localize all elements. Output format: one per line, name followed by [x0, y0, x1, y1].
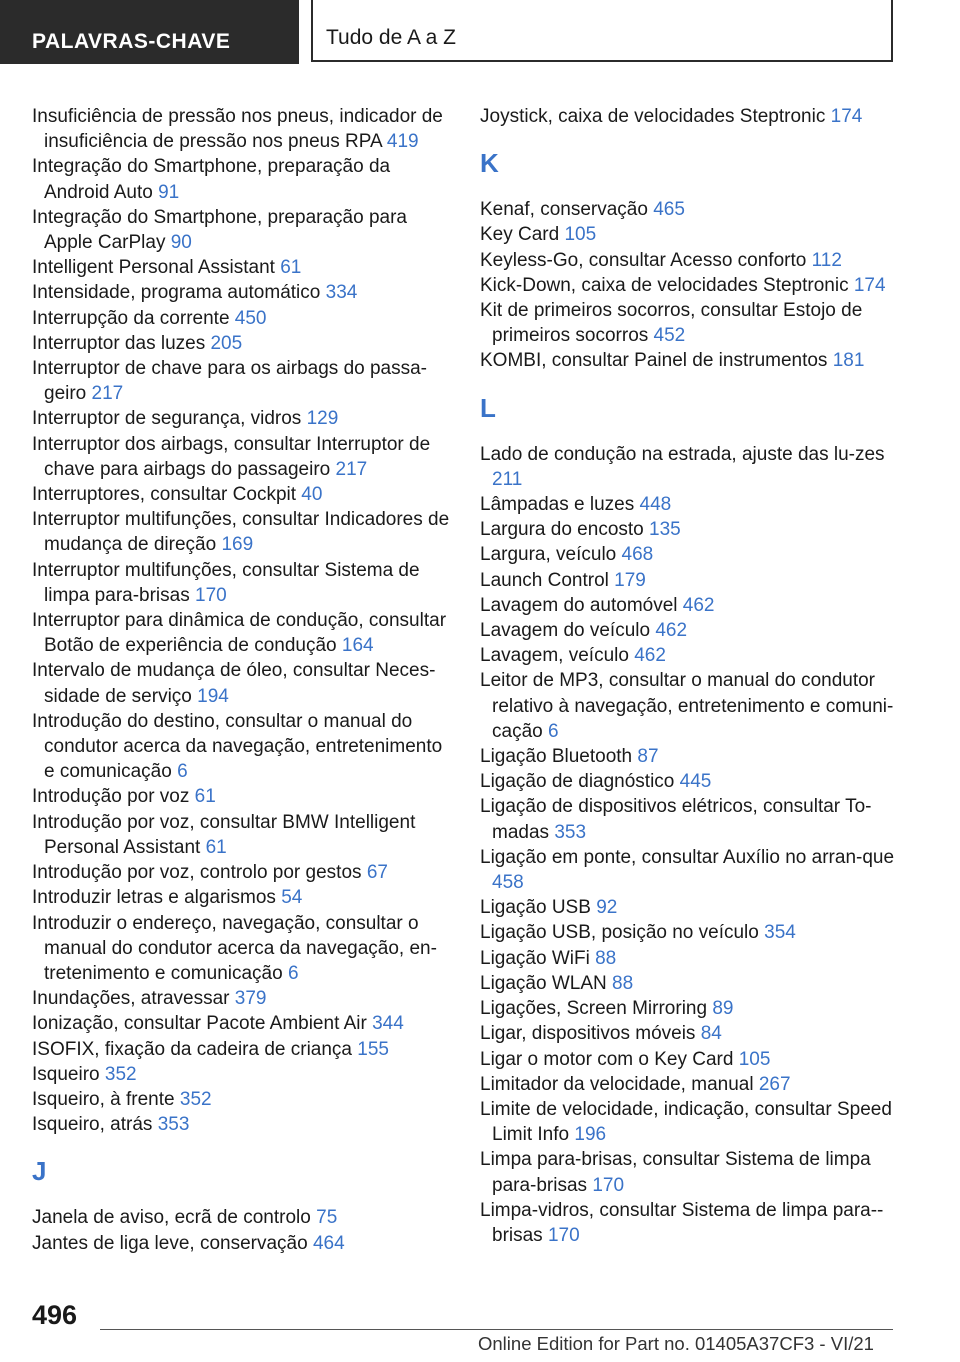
index-entry: [480, 222, 900, 247]
index-entry: [32, 280, 452, 305]
page-reference-link[interactable]: 170: [195, 584, 227, 606]
page-reference-link[interactable]: 135: [649, 519, 681, 541]
page-reference-link[interactable]: 169: [221, 534, 254, 556]
page-reference-link[interactable]: 112: [811, 249, 842, 271]
index-entry-text: Introduzir letras e algarismos: [32, 887, 276, 909]
page-reference-link[interactable]: 105: [738, 1048, 771, 1070]
index-entry-text: Key Card: [480, 224, 560, 246]
index-entry: [480, 248, 900, 273]
index-entry-text: Lavagem do veículo: [480, 620, 651, 642]
index-entry: [480, 845, 900, 895]
index-entry-text: Leitor de MP3, consultar o manual do condutor relativo à navegação, entretenimento e comuni-cação: [480, 670, 894, 742]
index-entry-text: ISOFIX, fixação da cadeira de criança: [32, 1038, 352, 1060]
page-reference-link[interactable]: 6: [287, 962, 299, 984]
index-entry: [32, 885, 452, 910]
index-entry: [480, 517, 900, 542]
index-entry-text: Lavagem, veículo: [480, 645, 629, 667]
index-entry-text: Introduzir o endereço, navegação, consultar o manual do condutor acerca da navegação, en-tretenimento e comunicação: [32, 912, 437, 984]
page-reference-link[interactable]: 196: [574, 1124, 607, 1146]
page-reference-link[interactable]: 462: [655, 620, 688, 642]
index-entry: [32, 482, 452, 507]
index-entry-text: Inundações, atravessar: [32, 988, 230, 1010]
index-entry: [480, 104, 900, 129]
index-entry-text: Isqueiro, à frente: [32, 1088, 175, 1110]
index-entry-text: Limpa-vidros, consultar Sistema de limpa para--brisas: [480, 1199, 884, 1246]
index-entry-text: Ligação em ponte, consultar Auxílio no arran-que: [480, 846, 895, 868]
index-entry-text: Integração do Smartphone, preparação para Apple CarPlay: [32, 206, 407, 254]
index-entry: [480, 298, 900, 348]
page-reference-link[interactable]: 344: [372, 1013, 404, 1035]
index-entry: [480, 1072, 900, 1097]
page-reference-link[interactable]: 75: [316, 1207, 338, 1229]
page-reference-link[interactable]: 67: [366, 862, 388, 884]
page-reference-link[interactable]: 465: [653, 199, 685, 221]
index-entry: [32, 1231, 452, 1256]
page-reference-link[interactable]: 179: [614, 569, 646, 591]
page-reference-link[interactable]: 211: [492, 468, 523, 490]
index-entry: [480, 668, 900, 744]
index-entry-text: Keyless-Go, consultar Acesso conforto: [480, 249, 807, 271]
index-entry-text: Ligação de diagnóstico: [480, 771, 675, 793]
index-entry-text: Kenaf, conservação: [480, 199, 648, 221]
index-entry: [32, 860, 452, 885]
page-reference-link[interactable]: 452: [653, 325, 686, 347]
page-reference-link[interactable]: 40: [301, 484, 323, 506]
index-entry-text: Limite de velocidade, indicação, consultar Speed Limit Info: [480, 1098, 892, 1146]
page-reference-link[interactable]: 450: [234, 307, 267, 329]
index-entry-text: Ligação Bluetooth: [480, 746, 633, 768]
index-letter-heading: K: [480, 148, 499, 179]
page-reference-link[interactable]: 84: [700, 1023, 722, 1045]
index-entry: [480, 895, 900, 920]
index-entry: [480, 348, 900, 373]
page-reference-link[interactable]: 6: [547, 720, 559, 742]
page-reference-link[interactable]: 6: [177, 761, 188, 783]
index-entry: [480, 442, 900, 492]
index-entry-text: Introdução por voz, controlo por gestos: [32, 862, 362, 884]
page-reference-link[interactable]: 354: [764, 922, 796, 944]
index-entry-text: KOMBI, consultar Painel de instrumentos: [480, 350, 828, 372]
index-entry-text: Intensidade, programa automático: [32, 282, 321, 304]
index-entry-text: Interruptor multifunções, consultar Sistema de limpa para-brisas: [32, 559, 420, 606]
page-reference-link[interactable]: 205: [210, 332, 243, 354]
index-entry: [32, 432, 452, 482]
index-entry-text: Insuficiência de pressão nos pneus, indicador de insuficiência de pressão nos pneus RPA: [32, 106, 443, 153]
index-entry-text: Lado de condução na estrada, ajuste das lu-zes: [480, 443, 885, 465]
page-reference-link[interactable]: 267: [758, 1073, 791, 1095]
index-entry: [32, 406, 452, 431]
index-entry-text: Ligação de dispositivos elétricos, consultar To-madas: [480, 796, 872, 843]
page-reference-link[interactable]: 379: [234, 988, 267, 1010]
page-reference-link[interactable]: 462: [634, 645, 666, 667]
index-entry: [480, 1021, 900, 1046]
index-entry: [480, 643, 900, 668]
index-entry: [480, 618, 900, 643]
index-entry: [32, 784, 452, 809]
index-entry: [32, 331, 452, 356]
index-entry-text: Ligação WiFi: [480, 947, 590, 969]
page-reference-link[interactable]: 88: [595, 947, 617, 969]
index-entry: [32, 205, 452, 255]
page-header: [0, 0, 960, 66]
page-reference-link[interactable]: 458: [492, 872, 524, 894]
index-entry: [480, 542, 900, 567]
page-reference-link[interactable]: 334: [325, 282, 358, 304]
page-reference-link[interactable]: 464: [312, 1232, 345, 1254]
section-subtitle: Tudo de A a Z: [326, 26, 456, 49]
index-entry: [32, 986, 452, 1011]
index-entry-text: Ligação USB: [480, 897, 591, 919]
index-entry-text: Isqueiro, atrás: [32, 1114, 153, 1136]
index-entry-text: Largura, veículo: [480, 544, 617, 566]
page-reference-link[interactable]: 194: [197, 685, 229, 707]
index-entry: [32, 558, 452, 608]
index-entry: [480, 568, 900, 593]
page-reference-link[interactable]: 61: [205, 836, 227, 858]
page-reference-link[interactable]: 352: [179, 1088, 212, 1110]
index-entry-text: Ionização, consultar Pacote Ambient Air: [32, 1013, 367, 1035]
page-reference-link[interactable]: 164: [341, 635, 374, 657]
page-reference-link[interactable]: 129: [306, 408, 339, 430]
index-entry: [32, 810, 452, 860]
page-reference-link[interactable]: 353: [554, 821, 587, 843]
index-entry-text: Introdução por voz: [32, 786, 190, 808]
index-entry: [32, 1037, 452, 1062]
index-entry: [480, 971, 900, 996]
page-reference-link[interactable]: 353: [157, 1114, 190, 1136]
index-entry-text: Interruptor de chave para os airbags do passa-geiro: [32, 358, 428, 405]
index-entry: [32, 911, 452, 987]
index-entry-text: Introdução do destino, consultar o manual do condutor acerca da navegação, entretenimento e comunicação: [32, 710, 443, 783]
index-entry: [32, 1011, 452, 1036]
index-entry-text: Launch Control: [480, 569, 609, 591]
index-entry: [32, 709, 452, 785]
index-entry-text: Intelligent Personal Assistant: [32, 257, 275, 279]
index-entry-text: Interruptor multifunções, consultar Indicadores de mudança de direção: [32, 509, 450, 556]
index-entry-text: Integração do Smartphone, preparação da Android Auto: [32, 156, 391, 203]
index-entry: [32, 306, 452, 331]
index-entry: [480, 1047, 900, 1072]
index-entry-text: Ligar o motor com o Key Card: [480, 1048, 734, 1070]
index-entry: [480, 920, 900, 945]
page-reference-link[interactable]: 87: [637, 746, 659, 768]
index-entry: [32, 104, 452, 154]
index-entry: [32, 154, 452, 204]
index-entry-text: Janela de aviso, ecrã de controlo: [32, 1207, 311, 1229]
page-reference-link[interactable]: 170: [592, 1174, 625, 1196]
page-reference-link[interactable]: 462: [682, 594, 715, 616]
section-title: PALAVRAS-CHAVE: [0, 0, 299, 64]
page-reference-link[interactable]: 448: [639, 494, 672, 516]
page-reference-link[interactable]: 89: [712, 998, 734, 1020]
page-reference-link[interactable]: 445: [679, 771, 712, 793]
index-entry: [32, 658, 452, 708]
index-entry: [480, 946, 900, 971]
index-entry-text: Joystick, caixa de velocidades Steptronic: [480, 106, 826, 127]
index-entry-text: Ligação WLAN: [480, 972, 607, 994]
index-entry-text: Interrupção da corrente: [32, 307, 230, 329]
page-reference-link[interactable]: 170: [547, 1224, 580, 1246]
page-reference-link[interactable]: 174: [853, 274, 886, 296]
page-reference-link[interactable]: 217: [91, 383, 124, 405]
index-entry-text: Ligar, dispositivos móveis: [480, 1023, 696, 1045]
index-entry: [480, 197, 900, 222]
page-reference-link[interactable]: 92: [596, 897, 618, 919]
index-entry-text: Kick-Down, caixa de velocidades Steptronic: [480, 274, 849, 296]
index-column-right: [480, 104, 900, 1248]
index-letter-heading: L: [480, 392, 496, 423]
index-entry: [32, 1062, 452, 1087]
page-reference-link[interactable]: 54: [281, 887, 303, 909]
index-entry-text: Lâmpadas e luzes: [480, 494, 635, 516]
index-entry: [480, 996, 900, 1021]
index-entry: [32, 356, 452, 406]
index-entry: [480, 273, 900, 298]
page-reference-link[interactable]: 155: [357, 1038, 389, 1060]
index-entry-text: Interruptor de segurança, vidros: [32, 408, 302, 430]
index-entry: [480, 492, 900, 517]
page-reference-link[interactable]: 181: [832, 350, 865, 372]
index-entry-text: Interruptor para dinâmica de condução, consultar Botão de experiência de condução: [32, 610, 447, 657]
page-reference-link[interactable]: 217: [335, 458, 368, 480]
index-entry-text: Jantes de liga leve, conservação: [32, 1232, 308, 1254]
index-entry: [480, 769, 900, 794]
index-entry-text: Interruptor dos airbags, consultar Interruptor de chave para airbags do passageiro: [32, 433, 431, 480]
footer-divider: [100, 1329, 893, 1330]
page-reference-link[interactable]: 91: [158, 181, 180, 203]
page-reference-link[interactable]: 61: [194, 786, 216, 808]
index-entry: [32, 1112, 452, 1137]
index-column-left: [32, 104, 452, 1256]
page-reference-link[interactable]: 419: [386, 131, 419, 153]
index-entry-text: Interruptor das luzes: [32, 332, 206, 354]
index-entry: [32, 1087, 452, 1112]
index-entry-text: Limitador da velocidade, manual: [480, 1073, 754, 1095]
index-letter-heading: J: [32, 1156, 47, 1187]
index-entry: [480, 593, 900, 618]
page-reference-link[interactable]: 468: [621, 544, 654, 566]
page-reference-link[interactable]: 88: [612, 972, 634, 994]
page-reference-link[interactable]: 61: [280, 257, 302, 279]
index-entry-text: Introdução por voz, consultar BMW Intelligent Personal Assistant: [32, 811, 416, 858]
page-reference-link[interactable]: 174: [830, 106, 863, 127]
index-entry-text: Kit de primeiros socorros, consultar Estojo de primeiros socorros: [480, 300, 863, 347]
index-entry-text: Ligação USB, posição no veículo: [480, 922, 759, 944]
index-entry-text: Interruptores, consultar Cockpit: [32, 484, 297, 506]
page-number: 496: [32, 1300, 78, 1330]
index-entry: [480, 744, 900, 769]
index-entry-text: Isqueiro: [32, 1063, 100, 1085]
index-entry: [480, 1198, 900, 1248]
index-entry-text: Ligações, Screen Mirroring: [480, 998, 708, 1020]
page-reference-link[interactable]: 90: [170, 232, 192, 254]
index-entry-text: Lavagem do automóvel: [480, 594, 678, 616]
index-entry: [480, 1097, 900, 1147]
index-entry: [32, 608, 452, 658]
page-reference-link[interactable]: 352: [104, 1063, 137, 1085]
index-entry: [32, 507, 452, 557]
index-entry: [32, 1205, 452, 1230]
index-entry: [480, 794, 900, 844]
index-entry: [32, 255, 452, 280]
index-entry-text: Largura do encosto: [480, 519, 644, 541]
index-entry-text: Limpa para-brisas, consultar Sistema de limpa para-brisas: [480, 1149, 871, 1196]
edition-note: Online Edition for Part no. 01405A37CF3 - VI/21: [478, 1333, 874, 1354]
index-entry: [480, 1147, 900, 1197]
index-entry-text: Intervalo de mudança de óleo, consultar Neces-sidade de serviço: [32, 660, 436, 707]
page-reference-link[interactable]: 105: [564, 224, 597, 246]
